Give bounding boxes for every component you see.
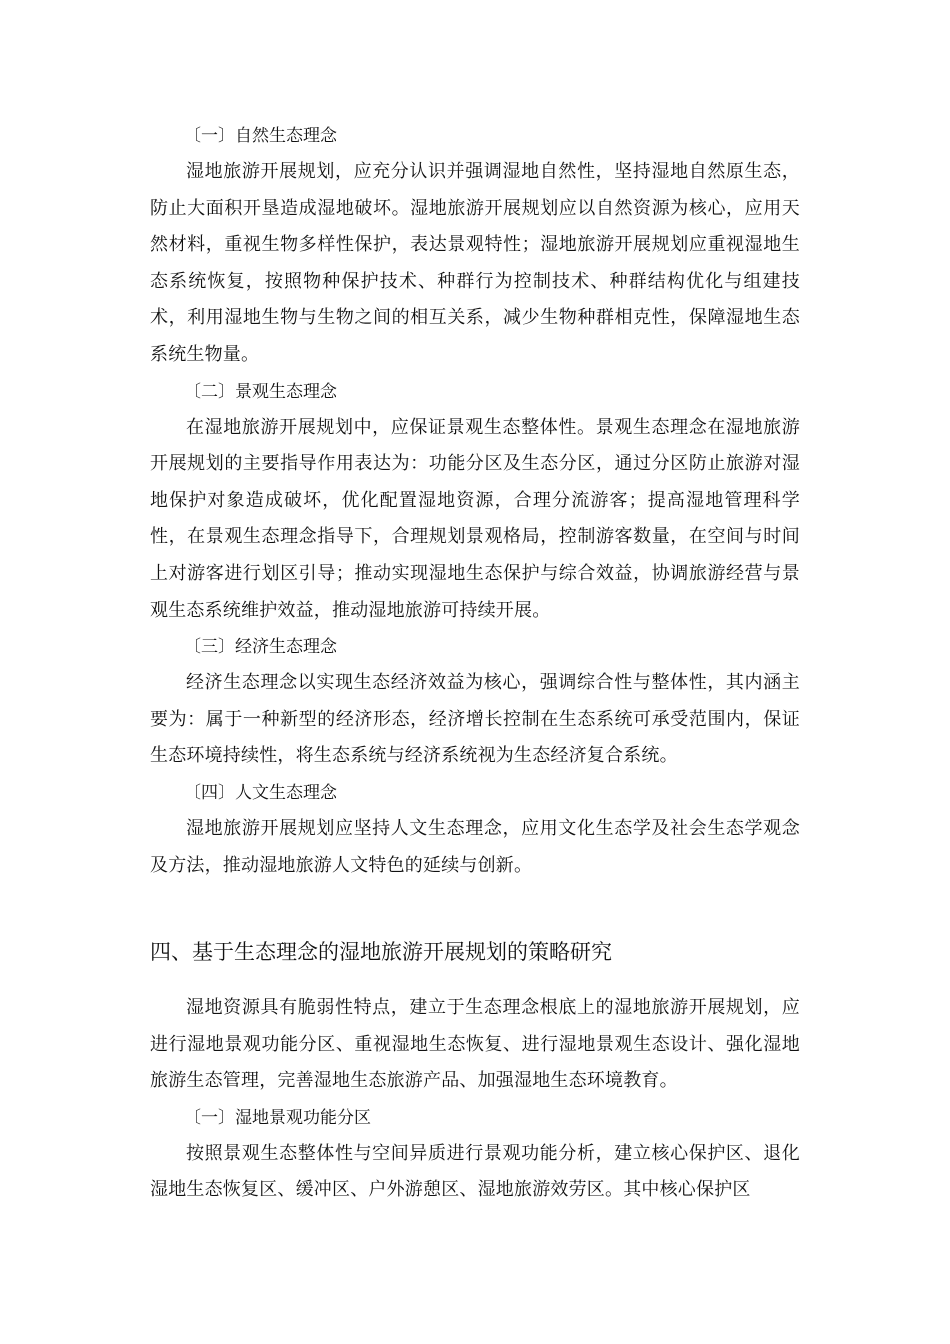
section-heading-strategy: 四、基于生态理念的湿地旅游开展规划的策略研究: [150, 940, 612, 965]
subheading-humanistic-ecology: 〔四〕人文生态理念: [184, 782, 337, 803]
paragraph-economic-ecology: 经济生态理念以实现生态经济效益为核心，强调综合性与整体性，其内涵主要为：属于一种新型的经济形态，经济增长控制在生态系统可承受范围内，保证生态环境持续性，将生态系统与经济系统视为生态经济复合系统。: [150, 672, 800, 767]
paragraph-natural-ecology: 湿地旅游开展规划，应充分认识并强调湿地自然性，坚持湿地自然原生态，防止大面积开垦造成湿地破坏。湿地旅游开展规划应以自然资源为核心，应用天然材料，重视生物多样性保护，表达景观特性；湿地旅游开展规划应重视湿地生态系统恢复，按照物种保护技术、种群行为控制技术、种群结构优化与组建技术，利用湿地生物与生物之间的相互关系，减少生物种群相克性，保障湿地生态系统生物量。: [150, 161, 800, 365]
paragraph-functional-zoning: 按照景观生态整体性与空间异质进行景观功能分析，建立核心保护区、退化湿地生态恢复区、缓冲区、户外游憩区、湿地旅游效劳区。其中核心保护区: [150, 1142, 800, 1201]
subheading-natural-ecology: 〔一〕自然生态理念: [184, 126, 337, 146]
document-page: [150, 118, 800, 1209]
paragraph-strategy-intro: 湿地资源具有脆弱性特点，建立于生态理念根底上的湿地旅游开展规划，应进行湿地景观功能分区、重视湿地生态恢复、进行湿地景观生态设计、强化湿地旅游生态管理，完善湿地生态旅游产品、加强湿地生态环境教育。: [150, 997, 800, 1092]
paragraph-landscape-ecology: 在湿地旅游开展规划中，应保证景观生态整体性。景观生态理念在湿地旅游开展规划的主要指导作用表达为：功能分区及生态分区，通过分区防止旅游对湿地保护对象造成破坏，优化配置湿地资源，合理分流游客；提高湿地管理科学性，在景观生态理念指导下，合理规划景观格局，控制游客数量，在空间与时间上对游客进行划区引导；推动实现湿地生态保护与综合效益，协调旅游经营与景观生态系统维护效益，推动湿地旅游可持续开展。: [150, 416, 800, 621]
subheading-economic-ecology: 〔三〕经济生态理念: [184, 637, 337, 658]
paragraph-humanistic-ecology: 湿地旅游开展规划应坚持人文生态理念，应用文化生态学及社会生态学观念及方法，推动湿地旅游人文特色的延续与创新。: [150, 817, 800, 876]
subheading-functional-zoning: 〔一〕湿地景观功能分区: [184, 1107, 371, 1128]
subheading-landscape-ecology: 〔二〕景观生态理念: [184, 381, 337, 402]
